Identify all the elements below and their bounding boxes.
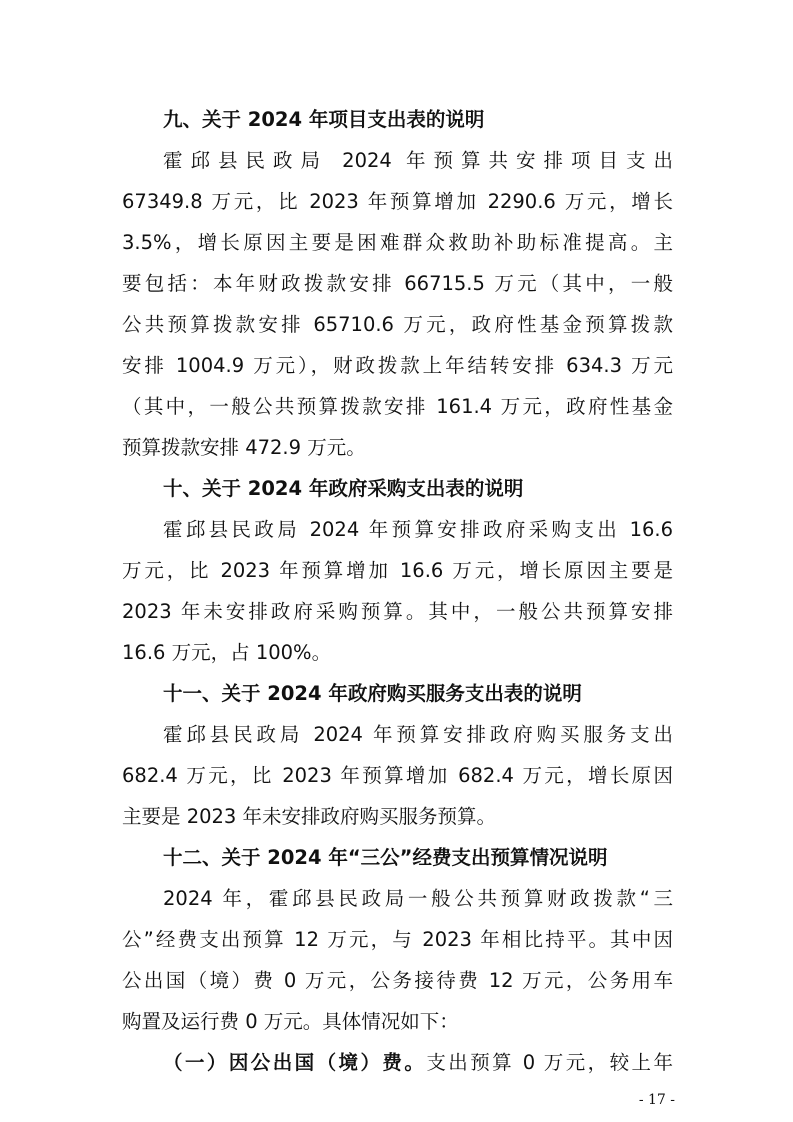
paragraph-line: 67349.8 万元，比 2023 年预算增加 2290.6 万元，增长	[122, 190, 673, 213]
subsection-heading: （一）因公出国（境）费。	[163, 1051, 427, 1074]
paragraph-line: （其中，一般公共预算拨款安排 161.4 万元，政府性基金	[122, 395, 673, 418]
paragraph-line: 要包括：本年财政拨款安排 66715.5 万元（其中，一般	[122, 272, 673, 295]
paragraph-line: 霍邱县民政局 2024 年预算安排政府购买服务支出	[163, 723, 673, 746]
paragraph-line: 霍邱县民政局 2024 年预算共安排项目支出	[163, 149, 673, 172]
subsection-line	[163, 1043, 673, 1083]
paragraph-line: 安排 1004.9 万元），财政拨款上年结转安排 634.3 万元	[122, 354, 673, 377]
section-heading-10: 十、关于 2024 年政府采购支出表的说明	[163, 477, 524, 500]
paragraph-line: 公共预算拨款安排 65710.6 万元，政府性基金预算拨款	[122, 313, 673, 336]
paragraph-line: 16.6 万元，占 100%。	[122, 641, 332, 664]
paragraph-line: 公”经费支出预算 12 万元，与 2023 年相比持平。其中因	[122, 928, 673, 951]
subsection-text: 支出预算 0 万元，较上年	[426, 1051, 673, 1074]
paragraph-line: 霍邱县民政局 2024 年预算安排政府采购支出 16.6	[163, 518, 673, 541]
paragraph-line: 万元，比 2023 年预算增加 16.6 万元，增长原因主要是	[122, 559, 673, 582]
page-number: - 17 -	[638, 1092, 675, 1108]
paragraph-line: 3.5%，增长原因主要是困难群众救助补助标准提高。主	[122, 231, 673, 254]
paragraph-line: 购置及运行费 0 万元。具体情况如下：	[122, 1010, 459, 1033]
paragraph-line: 预算拨款安排 472.9 万元。	[122, 436, 366, 459]
paragraph-line: 公出国（境）费 0 万元，公务接待费 12 万元，公务用车	[122, 969, 673, 992]
section-heading-11: 十一、关于 2024 年政府购买服务支出表的说明	[163, 682, 582, 705]
paragraph-line: 主要是 2023 年未安排政府购买服务预算。	[122, 805, 497, 828]
section-heading-12: 十二、关于 2024 年“三公”经费支出预算情况说明	[163, 846, 608, 869]
paragraph-line: 2023 年未安排政府采购预算。其中，一般公共预算安排	[122, 600, 673, 623]
paragraph-line: 682.4 万元，比 2023 年预算增加 682.4 万元，增长原因	[122, 764, 673, 787]
section-heading-9: 九、关于 2024 年项目支出表的说明	[163, 108, 485, 131]
paragraph-line: 2024 年，霍邱县民政局一般公共预算财政拨款“三	[163, 887, 673, 910]
